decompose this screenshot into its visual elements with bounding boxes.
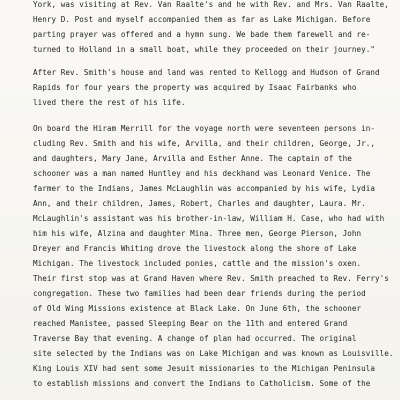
text-line: Ann, and their children, James, Robert, Charles and daughter, Laura. Mr. [33, 199, 366, 208]
text-line: On board the Hiram Merrill for the voyage north were seventeen persons in- [33, 124, 376, 133]
text-line: King Louis XIV had sent some Jesuit missionaries to the Michigan Peninsula [33, 364, 376, 373]
text-line: Traverse Bay that evening. A change of plan had occurred. The original [33, 334, 357, 343]
text-line: site selected by the Indians was on Lake Michigan and was known as Louisville. [33, 349, 394, 358]
text-line: schooner was a man named Huntley and his deckhand was Leonard Venice. The [33, 169, 371, 178]
text-line: Their first stop was at Grand Haven where Rev. Smith preached to Rev. Ferry's [33, 274, 389, 283]
text-line: congregation. These two families had been dear friends during the period [33, 289, 366, 298]
text-line: reached Manistee, passed Sleeping Bear on the 11th and entered Grand [33, 319, 348, 328]
text-line: and daughters, Mary Jane, Arvilla and Esther Anne. The captain of the [33, 154, 352, 163]
text-line: Henry D. Post and myself accompanied them as far as Lake Michigan. Before [33, 15, 371, 24]
text-line: turned to Holland in a small boat, while they proceeded on their journey." [33, 45, 376, 54]
text-line: of Old Wing Missions existence at Black Lake. On June 6th, the schooner [33, 304, 362, 313]
text-line: farmer to the Indians, James McLaughlin was accompanied by his wife, Lydia [33, 184, 376, 193]
text-line: cluding Rev. Smith and his wife, Arvilla, and their children, George, Jr., [33, 139, 376, 148]
text-line: Rapids for four years the property was acquired by Isaac Fairbanks who [33, 83, 357, 92]
text-line: parting prayer was offered and a hymn sung. We bade them farewell and re- [33, 30, 371, 39]
text-line: Dreyer and Francis Whiting drove the livestock along the shore of Lake [33, 244, 357, 253]
text-line: Michigan. The livestock included ponies, cattle and the mission's oxen. [33, 259, 362, 268]
text-line: lived there the rest of his life. [33, 98, 186, 107]
text-line: After Rev. Smith's house and land was rented to Kellogg and Hudson of Grand [33, 68, 380, 77]
text-line: McLaughlin's assistant was his brother-in-law, William H. Case, who had with [33, 214, 385, 223]
text-line: to establish missions and convert the Indians to Catholicism. Some of the [33, 379, 371, 388]
text-line: him his wife, Alzina and daughter Mina. Three men, George Pierson, John [33, 229, 362, 238]
text-line: York, was visiting at Rev. Van Raalte's and he with Rev. and Mrs. Van Raalte, [33, 0, 389, 9]
